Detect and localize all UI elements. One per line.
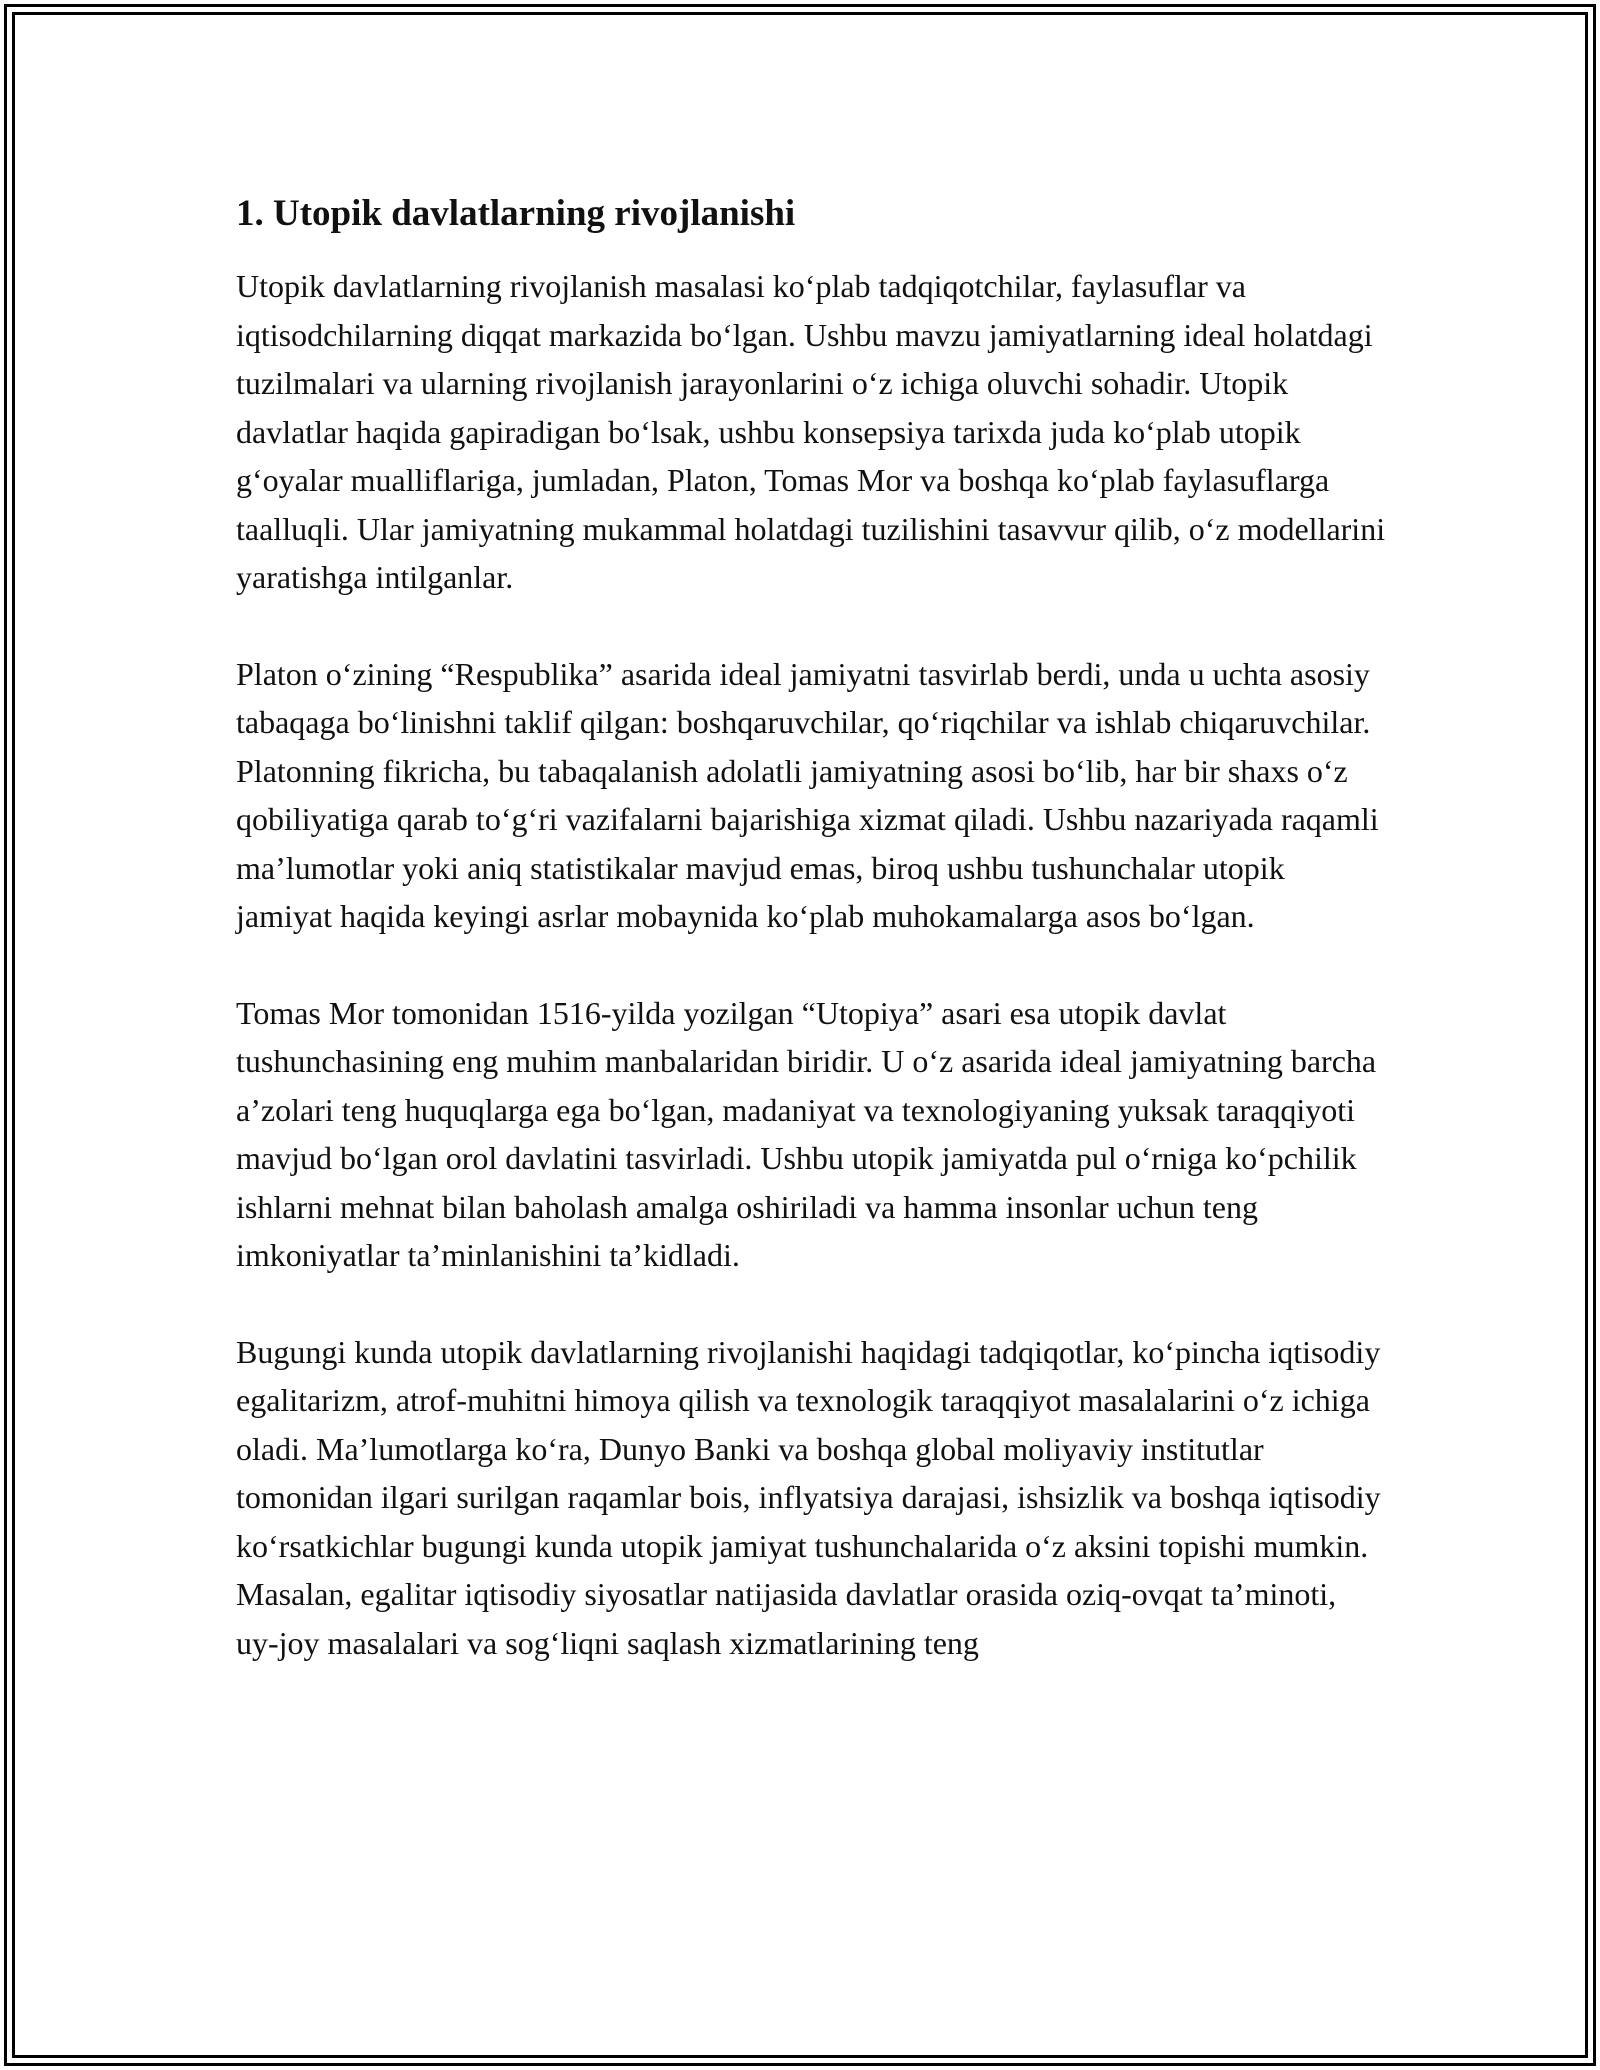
section-heading: 1. Utopik davlatlarning rivojlanishi	[236, 193, 796, 234]
document-body	[236, 190, 1386, 1715]
paragraph-2: Platon o‘zining “Respublika” asarida ideal jamiyatni tasvirlab berdi, unda u uchta asosiy tabaqaga bo‘linishni taklif qilgan: boshqaruvchilar, qo‘riqchilar va ishlab chiqaruvchilar. Platonning fikricha, bu tabaqalanish adolatli jamiyatning asosi bo‘lib, har bir shaxs o‘z qobiliyatiga qarab to‘g‘ri vazifalarni bajarishiga xizmat qiladi. Ushbu nazariyada raqamli ma’lumotlar yoki aniq statistikalar mavjud emas, biroq ushbu tushunchalar utopik jamiyat haqida keyingi asrlar mobaynida ko‘plab muhokamalarga asos bo‘lgan.	[236, 655, 1379, 934]
paragraph-4: Bugungi kunda utopik davlatlarning rivojlanishi haqidagi tadqiqotlar, ko‘pincha iqtisodiy egalitarizm, atrof-muhitni himoya qilish va texnologik taraqqiyot masalalarini o‘z ichiga oladi. Ma’lumotlarga ko‘ra, Dunyo Banki va boshqa global moliyaviy institutlar tomonidan ilgari surilgan raqamlar bois, inflyatsiya darajasi, ishsizlik va boshqa iqtisodiy ko‘rsatkichlar bugungi kunda utopik jamiyat tushunchalarida o‘z aksini topishi mumkin. Masalan, egalitar iqtisodiy siyosatlar natijasida davlatlar orasida oziq-ovqat ta’minoti, uy-joy masalalari va sog‘liqni saqlash xizmatlarining teng	[236, 1333, 1381, 1661]
paragraph-3: Tomas Mor tomonidan 1516-yilda yozilgan “Utopiya” asari esa utopik davlat tushunchasining eng muhim manbalaridan biridir. U o‘z asarida ideal jamiyatning barcha a’zolari teng huquqlarga ega bo‘lgan, madaniyat va texnologiyaning yuksak taraqqiyoti mavjud bo‘lgan orol davlatini tasvirladi. Ushbu utopik jamiyatda pul o‘rniga ko‘pchilik ishlarni mehnat bilan baholash amalga oshiriladi va hamma insonlar uchun teng imkoniyatlar ta’minlanishini ta’kidladi.	[236, 994, 1377, 1273]
paragraph-1: Utopik davlatlarning rivojlanish masalasi ko‘plab tadqiqotchilar, faylasuflar va iqtisodchilarning diqqat markazida bo‘lgan. Ushbu mavzu jamiyatlarning ideal holatdagi tuzilmalari va ularning rivojlanish jarayonlarini o‘z ichiga oluvchi sohadir. Utopik davlatlar haqida gapiradigan bo‘lsak, ushbu konsepsiya tarixda juda ko‘plab utopik g‘oyalar mualliflariga, jumladan, Platon, Tomas Mor va boshqa ko‘plab faylasuflarga taalluqli. Ular jamiyatning mukammal holatdagi tuzilishini tasavvur qilib, o‘z modellarini yaratishga intilganlar.	[236, 268, 1386, 595]
